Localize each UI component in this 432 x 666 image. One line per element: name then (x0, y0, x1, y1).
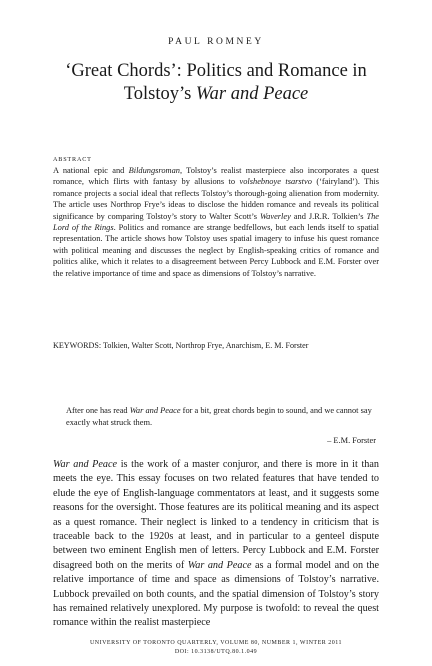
text-run: A national epic and (53, 166, 129, 175)
doi: DOI: 10.3138/UTQ.80.1.049 (174, 648, 258, 655)
keywords: KEYWORDS: Tolkien, Walter Scott, Northrop Frye, Anarchism, E. M. Forster (53, 341, 309, 350)
italic-text: War and Peace (129, 406, 181, 415)
italic-text: Bildungsroman (128, 166, 180, 175)
title-line-2 (40, 83, 392, 106)
text-run: as a formal model and on the relative importance of time and space as dimensions of Tolstoy’s narrative. Lubbock prevailed on both counts, and the spatial dimension of Tolstoy’s story has remained relatively unexplored. My purpose is twofold: to reveal the quest romance within the realist masterpiece (53, 559, 379, 629)
text-run: for a bit, great chords begin to sound, and we cannot say exactly what struck them. (66, 406, 372, 427)
text-run: . Politics and romance are strange bedfellows, but each lends itself to spatial representation. The article shows how Tolstoy uses spatial imagery to infuse his quest romance with political meaning and discusses the neglect by English-speaking critics of romance and politics alike, which it relates to a disagreement between Percy Lubbock and E.M. Forster over the relative importance of time and space as dimensions of Tolstoy’s narrative. (53, 223, 379, 278)
text-run: (‘fairyland’). This romance projects a social ideal that reflects Tolstoy’s thorough-going alienation from modernity. The article uses Northrop Frye’s ideas to disclose the hidden romance and reveals its political significance by comparing Tolstoy’s story to Walter Scott’s (53, 177, 380, 221)
article-title (40, 60, 392, 106)
italic-text: The Lord of the Rings (53, 211, 379, 233)
abstract-label: ABSTRACT (53, 156, 92, 163)
italic-text: War and Peace (53, 459, 118, 470)
italic-text: War and Peace (187, 559, 252, 571)
text-run: is the work of a master conjuror, and there is more in it than meets the eye. This essay focuses on two related features that have tended to elude the eye of English-language commentators at least, and it suggests some reasons for the oversight. Those features are its political meaning and its aspect as a quest romance. Their neglect is linked to a tendency in criticism that is traceable back to the 1920s at least, and in particular to a genteel dispute between two eminent English men of letters. Percy Lubbock and E.M. Forster disagreed both on the merits of (53, 459, 379, 571)
epigraph-quote (66, 405, 376, 428)
page-footer (0, 639, 432, 656)
italic-text: Waverley (259, 211, 291, 221)
abstract-text (53, 165, 379, 279)
title-plain: Tolstoy’s (123, 84, 196, 104)
journal-citation: UNIVERSITY OF TORONTO QUARTERLY, VOLUME 80, NUMBER 1, WINTER 2011 (89, 640, 343, 646)
text-run: After one has read (66, 406, 130, 415)
title-line-1: ‘Great Chords’: Politics and Romance in (65, 61, 367, 81)
italic-text: volshebnoye tsarstvo (239, 177, 312, 187)
author-name: PAUL ROMNEY (168, 37, 264, 47)
title-italic: War and Peace (195, 84, 309, 104)
text-run: and J.R.R. Tolkien’s (290, 211, 367, 221)
text-run: , Tolstoy’s realist masterpiece also incorporates a quest romance, which flirts with fantasy by allusions to (53, 166, 380, 187)
epigraph-attribution: – E.M. Forster (327, 436, 376, 445)
body-paragraph (53, 458, 379, 631)
